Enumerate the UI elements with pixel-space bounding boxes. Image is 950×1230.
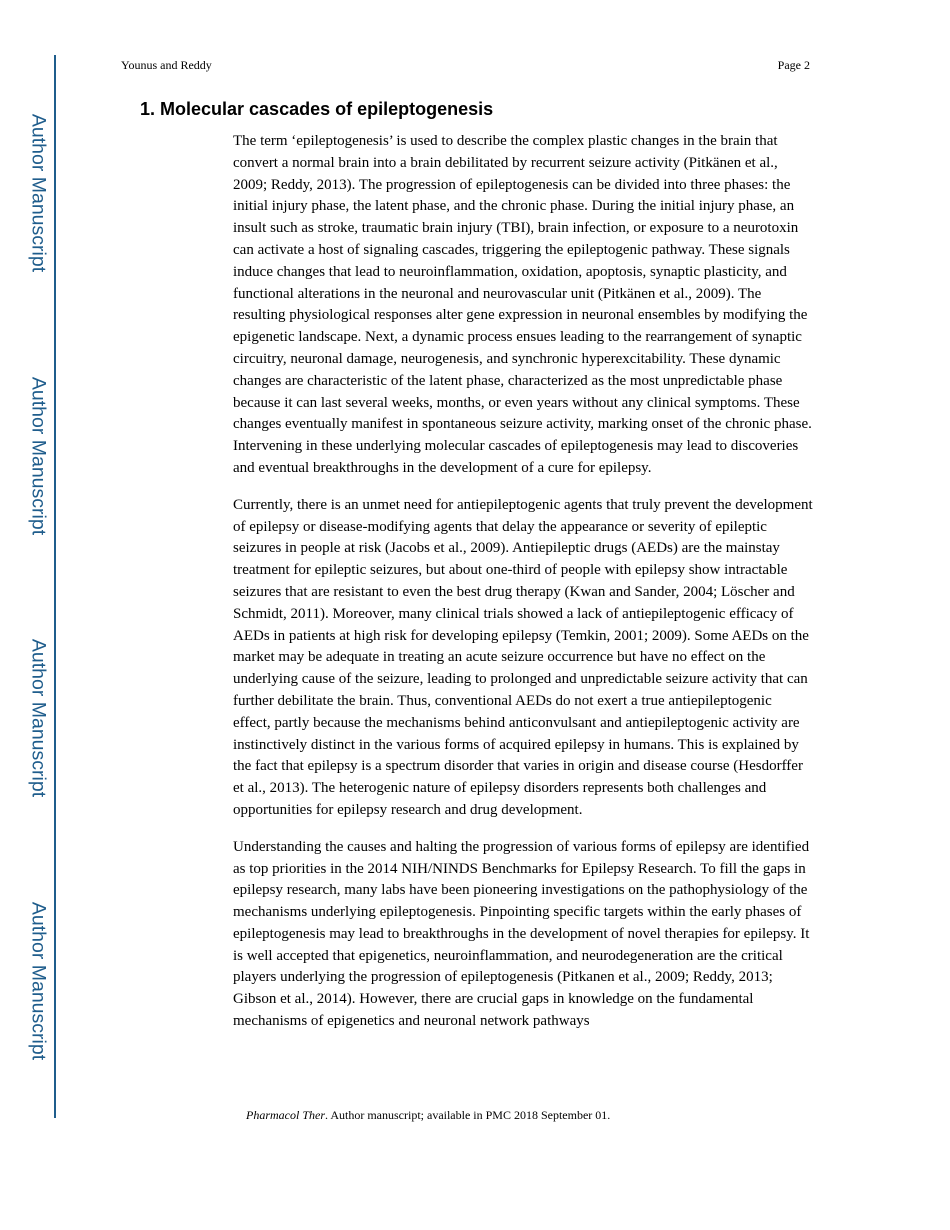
page-number: Page 2 — [777, 58, 810, 72]
side-rule — [54, 55, 56, 1118]
footer-citation — [246, 1108, 610, 1123]
paragraph: Understanding the causes and halting the progression of various forms of epilepsy are identified as top priorities in the 2014 NIH/NINDS Benchmarks for Epilepsy Research. To fill the gaps in epilepsy research, many labs have been pioneering investigations on the pathophysiology of the mechanisms underlying epileptogenesis. Pinpointing specific targets within the early phases of epileptogenesis may lead to breakthroughs in the development of novel therapies for epilepsy. It is well accepted that epigenetics, neuroinflammation, and neurodegeneration are the critical players underlying the progression of epileptogenesis (Pitkanen et al., 2009; Reddy, 2013; Gibson et al., 2014). However, there are crucial gaps in knowledge on the fundamental mechanisms of epigenetics and neuronal network pathways — [233, 838, 810, 1030]
running-head: Younus and Reddy — [121, 58, 212, 72]
paragraph: The term ‘epileptogenesis’ is used to describe the complex plastic changes in the brain that convert a normal brain into a brain debilitated by recurrent seizure activity (Pitkänen et al., 2009; Reddy, 2013). The progression of epileptogenesis can be divided into three phases: the initial injury phase, the latent phase, and the chronic phase. During the initial injury phase, an insult such as stroke, traumatic brain injury (TBI), brain infection, or exposure to a neurotoxin can activate a host of signaling cascades, triggering the epileptogenic pathway. These signals induce changes that lead to neuroinflammation, oxidation, apoptosis, synaptic plasticity, and functional alterations in the neuronal and neurovascular unit (Pitkänen et al., 2009). The resulting physiological responses alter gene expression in neuronal ensembles by modifying the epigenetic landscape. Next, a dynamic process ensues leading to the rearrangement of synaptic circuitry, neuronal damage, neurogenesis, and synchronic hyperexcitability. These dynamic changes are characteristic of the latent phase, characterized as the most unpredictable phase because it can last several weeks, months, or even years without any clinical symptoms. These changes eventually manifest in spontaneous seizure activity, marking onset of the chronic phase. Intervening in these underlying molecular cascades of epileptogenesis may lead to discoveries and eventual breakthroughs in the development of a cure for epilepsy. — [233, 133, 812, 476]
body-text — [233, 131, 813, 1048]
paragraph: Currently, there is an unmet need for antiepileptogenic agents that truly prevent the development of epilepsy or disease-modifying agents that delay the appearance or severity of epileptic seizures in people at risk (Jacobs et al., 2009). Antiepileptic drugs (AEDs) are the mainstay treatment for epileptic seizures, but about one-third of people with epilepsy show intractable seizures that are resistant to even the best drug therapy (Kwan and Sander, 2004; Löscher and Schmidt, 2011). Moreover, many clinical trials showed a lack of antiepileptogenic efficacy of AEDs in patients at high risk for developing epilepsy (Temkin, 2001; 2009). Some AEDs on the market may be adequate in treating an acute seizure occurrence but have no effect on the underlying cause of the seizure, leading to prolonged and unpredictable seizure activity that can further debilitate the brain. Thus, conventional AEDs do not exert a true antiepileptogenic effect, partly because the mechanisms behind anticonvulsant and antiepileptogenic activity are instinctively distinct in the various forms of acquired epilepsy in humans. This is explained by the fact that epilepsy is a spectrum disorder that varies in origin and disease course (Hesdorffer et al., 2013). The heterogenic nature of epilepsy disorders represents both challenges and opportunities for epilepsy research and drug development. — [233, 496, 813, 818]
footer-note: . Author manuscript; available in PMC 2018 September 01. — [325, 1108, 611, 1122]
journal-name: Pharmacol Ther — [246, 1108, 325, 1122]
section-heading: 1. Molecular cascades of epileptogenesis — [140, 99, 494, 119]
